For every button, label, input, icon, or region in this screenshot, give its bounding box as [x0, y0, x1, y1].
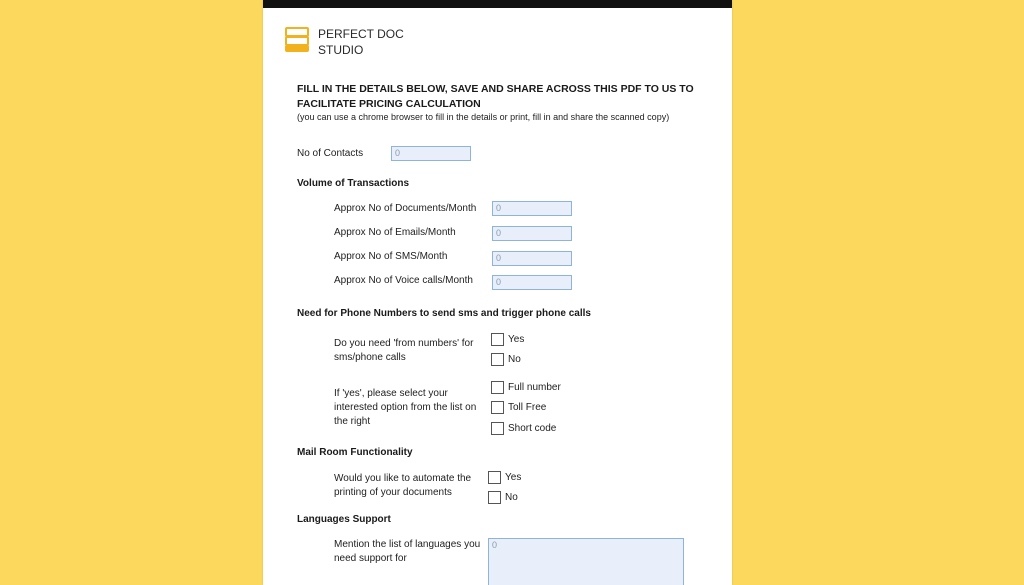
automate-printing-yes-checkbox[interactable] [488, 471, 501, 484]
brand-line-2: STUDIO [318, 43, 364, 57]
languages-textarea[interactable]: 0 [488, 538, 684, 585]
form-heading [297, 82, 707, 111]
automate-printing-line-1: Would you like to automate the [334, 473, 472, 484]
brand-name [318, 26, 404, 58]
top-bar [263, 0, 732, 8]
toll-free-checkbox[interactable] [491, 401, 504, 414]
phone-section-title: Need for Phone Numbers to send sms and trigger phone calls [297, 308, 591, 319]
from-numbers-line-1: Do you need 'from numbers' for [334, 338, 474, 349]
automate-printing-line-2: printing of your documents [334, 487, 452, 498]
full-number-label: Full number [508, 382, 561, 393]
from-numbers-no-checkbox[interactable] [491, 353, 504, 366]
form-page [263, 0, 732, 585]
emails-label: Approx No of Emails/Month [334, 227, 456, 238]
languages-section-title: Languages Support [297, 514, 391, 525]
number-type-line-2: interested option from the list on [334, 402, 477, 413]
documents-label: Approx No of Documents/Month [334, 203, 477, 214]
contacts-input[interactable]: 0 [391, 146, 471, 161]
from-numbers-question [334, 337, 473, 365]
contacts-label: No of Contacts [297, 148, 364, 159]
sms-label: Approx No of SMS/Month [334, 251, 448, 262]
voice-input[interactable]: 0 [492, 275, 572, 290]
automate-printing-question [334, 472, 471, 500]
sms-input[interactable]: 0 [492, 251, 572, 266]
number-type-line-1: If 'yes', please select your [334, 388, 448, 399]
number-type-question [334, 387, 476, 429]
heading-line-2: FACILITATE PRICING CALCULATION [297, 97, 481, 110]
number-type-line-3: the right [334, 416, 371, 427]
toll-free-label: Toll Free [508, 402, 547, 413]
automate-printing-yes-label: Yes [505, 472, 522, 483]
documents-input[interactable]: 0 [492, 201, 572, 216]
from-numbers-line-2: sms/phone calls [334, 352, 406, 363]
stack-logo-icon [285, 27, 309, 53]
voice-label: Approx No of Voice calls/Month [334, 275, 473, 286]
languages-line-1: Mention the list of languages you [334, 539, 481, 550]
from-numbers-yes-label: Yes [508, 334, 525, 345]
heading-line-1: FILL IN THE DETAILS BELOW, SAVE AND SHARE ACROSS THIS PDF TO US TO [297, 83, 694, 95]
instructions-note: (you can use a chrome browser to fill in the details or print, fill in and share the scanned copy) [297, 112, 670, 122]
emails-input[interactable]: 0 [492, 226, 572, 241]
languages-question [334, 538, 480, 566]
automate-printing-no-label: No [505, 492, 518, 503]
volume-section-title: Volume of Transactions [297, 178, 410, 189]
full-number-checkbox[interactable] [491, 381, 504, 394]
short-code-checkbox[interactable] [491, 422, 504, 435]
languages-line-2: need support for [334, 553, 407, 564]
from-numbers-yes-checkbox[interactable] [491, 333, 504, 346]
brand-line-1: PERFECT DOC [318, 27, 404, 41]
short-code-label: Short code [508, 423, 557, 434]
from-numbers-no-label: No [508, 354, 521, 365]
mailroom-section-title: Mail Room Functionality [297, 447, 413, 458]
automate-printing-no-checkbox[interactable] [488, 491, 501, 504]
